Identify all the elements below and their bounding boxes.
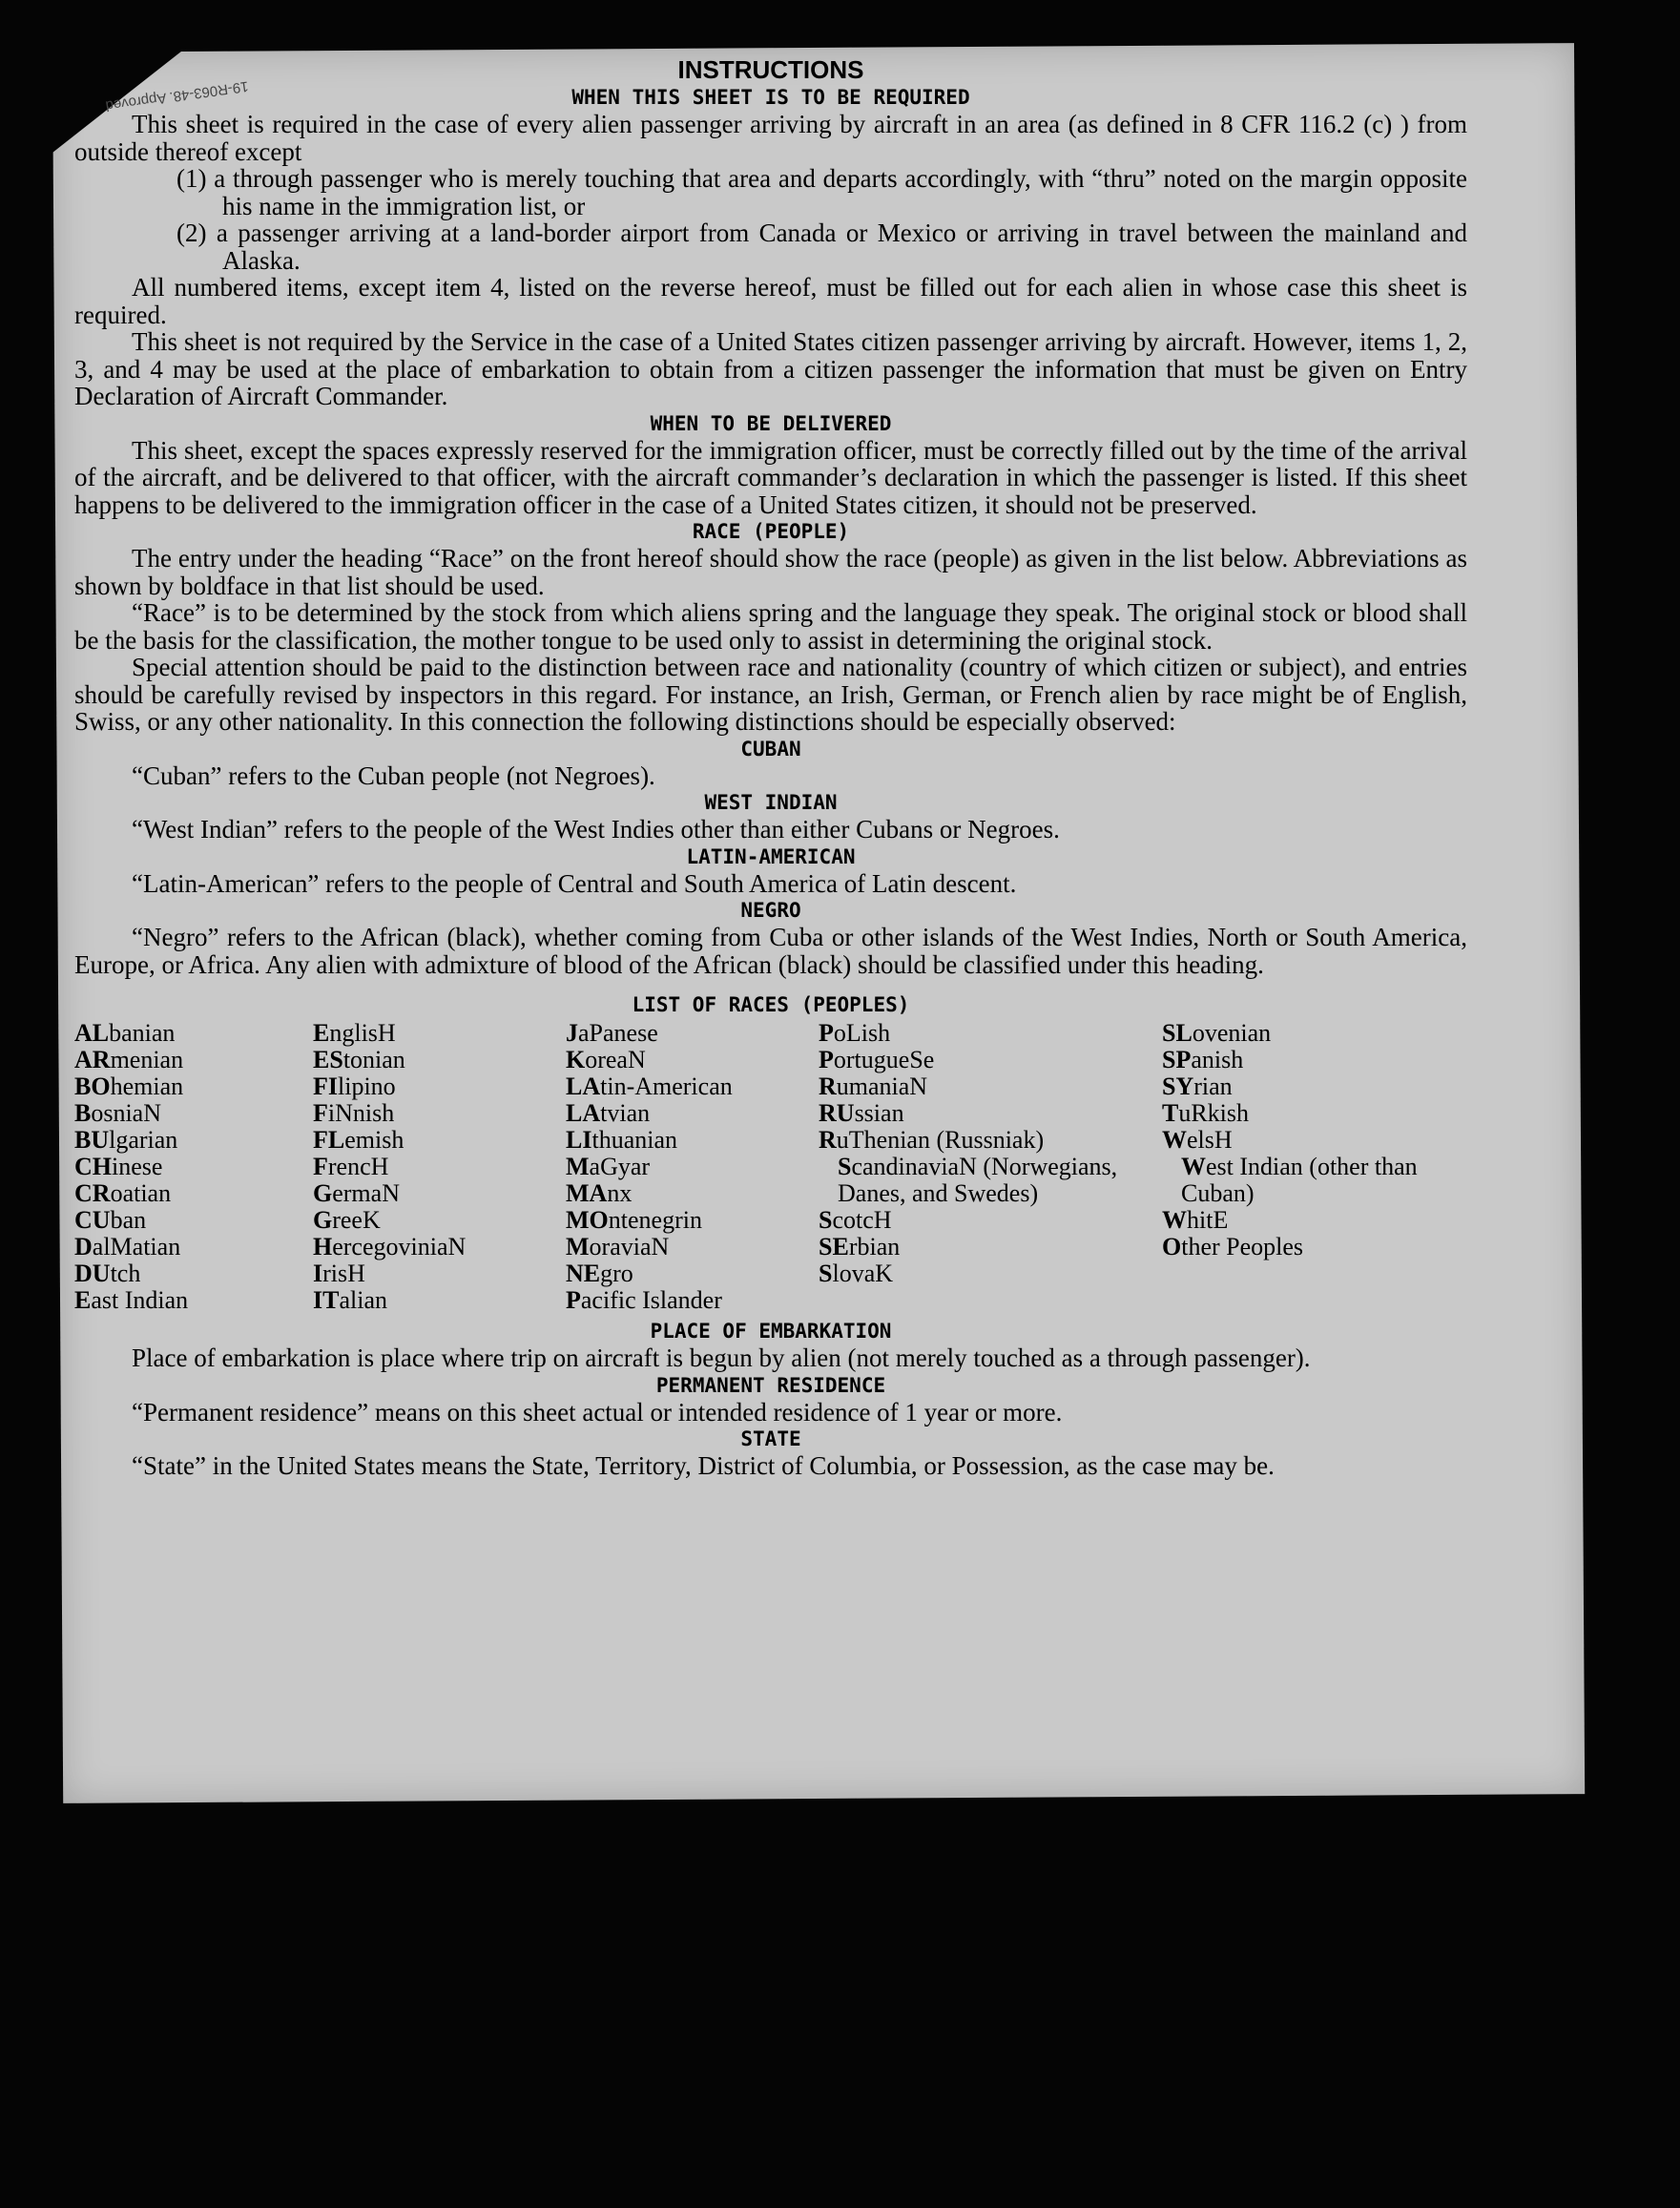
heading-cuban: CUBAN (740, 737, 801, 760)
races-column (566, 1020, 819, 1314)
race-entry: West Indian (other than Cuban) (1181, 1153, 1418, 1207)
heading-list-of-races: LIST OF RACES (PEOPLES) (632, 993, 910, 1016)
exception-item-1: (1) a through passenger who is merely touching that area and departs accordingly, with “thru” noted on the margin opposite his name in the immigration list, or (176, 164, 1467, 220)
race-entry: ScotcH (819, 1206, 892, 1234)
race-entry: FIlipino (313, 1073, 396, 1100)
heading-when-delivered: WHEN TO BE DELIVERED (650, 411, 892, 435)
race-entry: CHinese (74, 1153, 163, 1180)
paragraph: Special attention should be paid to the distinction between race and nationality (country of which citizen or subject), and entries should be carefully revised by inspectors in this regard. For instance, an Irish, German, or French alien by race might be of English, Swiss, or any other nationality. In this connection the following distinctions should be especially observed: (74, 653, 1467, 736)
race-entry: ScandinaviaN (Norwegians, Danes, and Swedes) (838, 1153, 1118, 1207)
race-entry: TuRkish (1162, 1099, 1250, 1127)
page-title: INSTRUCTIONS (677, 55, 864, 84)
race-entry: Other Peoples (1162, 1233, 1304, 1260)
paragraph: All numbered items, except item 4, listed on the reverse hereof, must be filled out for each alien in whose case this sheet is required. (74, 273, 1467, 329)
race-entry: SYrian (1162, 1073, 1233, 1100)
race-entry: RuThenian (Russniak) (819, 1126, 1045, 1154)
races-column (313, 1020, 566, 1314)
definition-text: “Negro” refers to the African (black), whether coming from Cuba or other islands of the West Indies, North or South America, Europe, or Africa. Any alien with admixture of blood of the African (black) should be classified under this heading. (74, 923, 1467, 979)
race-entry: LIthuanian (566, 1126, 677, 1154)
race-entry: WhitE (1162, 1206, 1229, 1234)
race-entry: SlovaK (819, 1260, 894, 1287)
race-entry: SLovenian (1162, 1019, 1272, 1047)
edge-note: 19-R063-48. Approved (104, 77, 250, 115)
race-entry: DUtch (74, 1260, 141, 1287)
paragraph: This sheet is required in the case of every alien passenger arriving by aircraft in an area (as defined in 8 CFR 116.2 (c) ) from outside thereof except (74, 110, 1467, 166)
race-entry: MaGyar (566, 1153, 651, 1180)
races-column (74, 1020, 313, 1314)
race-entry: GermaN (313, 1179, 400, 1207)
race-entry: SErbian (819, 1233, 901, 1260)
races-column (1162, 1020, 1448, 1314)
race-entry: CRoatian (74, 1179, 172, 1207)
race-entry: ARmenian (74, 1046, 184, 1073)
paragraph: “State” in the United States means the State, Territory, District of Columbia, or Possession, as the case may be. (132, 1451, 1275, 1480)
heading-race: RACE (PEOPLE) (692, 520, 850, 543)
race-entry: FiNnish (313, 1099, 395, 1127)
paragraph: Place of embarkation is place where trip on aircraft is begun by alien (not merely touched as a through passenger). (132, 1344, 1311, 1372)
race-entry: GreeK (313, 1206, 381, 1234)
paragraph: “Permanent residence” means on this sheet actual or intended residence of 1 year or more. (132, 1397, 1063, 1427)
race-entry: JaPanese (566, 1019, 658, 1047)
definition-text: “West Indian” refers to the people of the West Indies other than either Cubans or Negroes. (132, 815, 1060, 844)
race-entry: East Indian (74, 1286, 189, 1314)
race-entry: RUssian (819, 1099, 904, 1127)
paragraph: This sheet is not required by the Service in the case of a United States citizen passenger arriving by aircraft. However, items 1, 2, 3, and 4 may be used at the place of embarkation to obtain from a citizen passenger the information that must be given on Entry Declaration of Aircraft Commander. (74, 327, 1467, 410)
race-entry: PortugueSe (819, 1046, 935, 1073)
heading-negro: NEGRO (740, 899, 801, 922)
instructions-content (74, 55, 1467, 1480)
race-entry: PoLish (819, 1019, 891, 1047)
race-entry: WelsH (1162, 1126, 1233, 1154)
race-entry: HercegovinіaN (313, 1233, 467, 1260)
race-entry: ALbanian (74, 1019, 176, 1047)
race-entry: NEgro (566, 1260, 633, 1287)
heading-state: STATE (740, 1427, 801, 1450)
race-entry: EnglisH (313, 1019, 396, 1047)
races-column (819, 1020, 1162, 1314)
paragraph: This sheet, except the spaces expressly reserved for the immigration officer, must be correctly filled out by the time of the arrival of the aircraft, and be delivered to that officer, with the aircraft commander’s declaration in which the passenger is listed. If this sheet happens to be delivered to the immigration officer in the case of a United States citizen, it should not be preserved. (74, 435, 1467, 519)
heading-latin-american: LATIN-AMERICAN (686, 844, 856, 868)
race-entry: BUlgarian (74, 1126, 178, 1154)
race-entry: LAtin-American (566, 1073, 733, 1100)
heading-when-required: WHEN THIS SHEET IS TO BE REQUIRED (571, 86, 970, 109)
race-entry: EStonian (313, 1046, 405, 1073)
race-entry: BosniaN (74, 1099, 162, 1127)
race-entry: SPanish (1162, 1046, 1244, 1073)
race-entry: LAtvian (566, 1099, 651, 1127)
race-entry: FLemish (313, 1126, 404, 1154)
definition-text: “Cuban” refers to the Cuban people (not Negroes). (132, 760, 655, 790)
paragraph: The entry under the heading “Race” on the front hereof should show the race (people) as given in the list below. Abbreviations as shown by boldface in that list should be used. (74, 544, 1467, 600)
race-entry: MAnx (566, 1179, 633, 1207)
heading-west-indian: WEST INDIAN (704, 791, 838, 814)
race-entry: ITalian (313, 1286, 387, 1314)
paragraph: “Race” is to be determined by the stock from which aliens spring and the language they speak. The original stock or blood shall be the basis for the classification, the mother tongue to be used only to assist in determining the original stock. (74, 598, 1467, 655)
exception-item-2: (2) a passenger arriving at a land-border airport from Canada or Mexico or arriving in travel between the mainland and Alaska. (176, 219, 1467, 275)
heading-permanent-residence: PERMANENT RESIDENCE (655, 1373, 886, 1397)
races-list (74, 1020, 1467, 1314)
race-entry: IrisH (313, 1260, 365, 1287)
race-entry: CUban (74, 1206, 147, 1234)
race-entry: BOhemian (74, 1073, 184, 1100)
race-entry: RumaniaN (819, 1073, 928, 1100)
race-entry: MoraviaN (566, 1233, 670, 1260)
race-entry: Pacific Islander (566, 1286, 722, 1314)
definition-text: “Latin-American” refers to the people of Central and South America of Latin descent. (132, 868, 1017, 898)
race-entry: KoreaN (566, 1046, 646, 1073)
race-entry: MOntenegrin (566, 1206, 702, 1234)
heading-embarkation: PLACE OF EMBARKATION (650, 1320, 892, 1343)
race-entry: DalMatian (74, 1233, 181, 1260)
race-entry: FrencH (313, 1153, 389, 1180)
